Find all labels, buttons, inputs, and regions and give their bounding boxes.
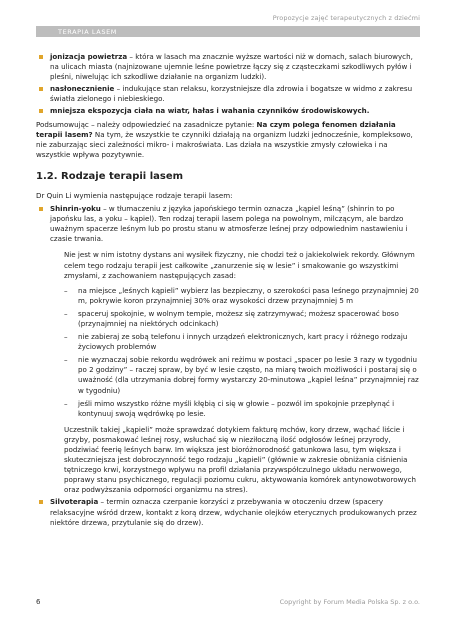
summary-question: Na czym polega fenomen działania terapii lasem? (36, 119, 396, 139)
shinrin-yoku-definition (50, 204, 420, 244)
rule-item: – nie wyznaczaj sobie rekordu wędrówek ani reżimu w postaci „spacer po lesie 3 razy w tygodniu po 2 godziny” – raczej spraw, by być w lesie często, na miarę twoich możliwości i postaraj się o uważność (dla utrzymania dobrej formy wystarczy 20-minutowa „kąpiel leśna” przynajmniej raz w tygodniu) (64, 355, 420, 395)
rule-item: – nie zabieraj ze sobą telefonu i innych urządzeń elektronicznych, kart pracy i różnego rodzaju życiowych problemów (64, 332, 420, 352)
rule-item: – na miejsce „leśnych kąpieli” wybierz las bezpieczny, o szerokości pasa leśnego przynajmniej 20 m, pokrywie koron przynajmniej 30% oraz wysokości drzew przynajmniej 5 m (64, 286, 420, 306)
list-item (36, 106, 420, 116)
shinrin-yoku-benefits: Uczestnik takiej „kąpieli” może sprawdzać dotykiem fakturę mchów, kory drzew, wąchać liście i grzyby, posmakować leśnej rosy, wsłuchać się w nieziłoczną ilość odgłosów leśnej przyrody, podziwiać feerię leśnych barw. Im większa jest bioróżnorodność gatunkowa lasu, tym większa i skuteczniejsza jest dobroczynność tego rodzaju „kąpieli” (głównie w zakresie obniżania ciśnienia tętniczego krwi, korzystnego wpływu na profil działania przywspółczulnego układu nerwowego, poprawy stanu psychicznego, regulacji poziomu cukru, aktywowania komórek antynowotworowych oraz podwyższania odporności organizmu na stres). (64, 424, 416, 495)
list-item-term: nasłonecznienie (50, 84, 115, 94)
page-number: 6 (36, 598, 41, 606)
shinrin-yoku-paragraph: Nie jest w nim istotny dystans ani wysiłek fizyczny, nie chodzi też o jakiekolwiek rekordy. Głównym celem tego rodzaju terapii jest całkowite „zanurzenie się w lesie” i smakowanie go wszystkimi zmysłami, z zachowaniem następujących zasad: (64, 250, 415, 280)
list-item-text: – w tłumaczeniu z języka japońskiego termin oznacza „kąpiel leśną” (shinrin to po japońsku las, a yoku – kąpiel). Ten rodzaj terapii lasem polega na powolnym, milczącym, ale bardzo uważnym spacerze leśnym lub po prostu stanu w atmosferze leśnej przy odpowiednim nastawieniu i czasie trwania. (50, 204, 408, 244)
list-item-term: Shinrin-yoku (50, 204, 101, 214)
list-item-text: – indukujące stan relaksu, korzystniejsze dla zdrowia i bogatsze w widmo z zakresu światła zielonego i niebieskiego. (50, 84, 413, 104)
summary-paragraph (36, 120, 420, 160)
factors-list (36, 52, 420, 117)
section-heading: 1.2. Rodzaje terapii lasem (36, 170, 184, 182)
list-item-term: Silvoterapia (50, 497, 99, 507)
running-header-title: Propozycje zajęć terapeutycznych z dziećmi (272, 14, 420, 22)
rules-list (64, 286, 420, 419)
list-item (36, 84, 420, 104)
list-item-text: – która w lasach ma znacznie wyższe wartości niż w domach, salach biurowych, na ulicach miasta (najnizowane ujemnie leśne powietrze łączy się z cząsteczkami szkodliwych pyłów i pleśni, niwelując ich szkodliwe działanie na organizm ludzki). (50, 52, 413, 82)
summary-lead: Podsumowując – należy odpowiedzieć na zasadnicze pytanie: (36, 119, 257, 129)
list-item-term: mniejsza ekspozycja ciała na wiatr, hałas i wahania czynników środowiskowych. (50, 106, 370, 116)
list-item-term: jonizacja powietrza (50, 52, 128, 61)
summary-answer: Na tym, że wszystkie te czynniki działają na organizm ludzki jednocześnie, kompleksowo, nie zaburzając sieci zależności mikro- i makroświata. Las działa na wszystkie zmysły człowieka i na wszystkie wpływa pozytywnie. (36, 129, 413, 159)
list-item-text: – termin oznacza czerpanie korzyści z przebywania w otoczeniu drzew (spacery relaksacyjne wśród drzew, kontakt z korą drzew, wdychanie olejków eterycznych produkowanych przez niektóre drzewa, przytulanie się do drzew). (50, 497, 417, 527)
list-item (36, 52, 420, 82)
page-body (36, 52, 420, 530)
list-item-silvoterapia (36, 497, 420, 527)
rule-item: – jeśli mimo wszystko różne myśli kłębią ci się w głowie – pozwól im spokojnie przepłynąć i kontynuuj swoją wędrówkę po lesie. (64, 399, 420, 419)
therapy-types-list (36, 204, 420, 528)
list-item-shinrin-yoku (36, 204, 420, 495)
section-intro: Dr Quin Li wymienia następujące rodzaje terapii lasem: (36, 190, 233, 200)
footer-copyright: Copyright by Forum Media Polska Sp. z o.o. (279, 598, 420, 606)
chapter-label-bar (36, 26, 420, 37)
chapter-label: TERAPIA LASEM (58, 27, 117, 36)
rule-item: – spaceruj spokojnie, w wolnym tempie, możesz się zatrzymywać; możesz spacerować boso (przynajmniej na niektórych odcinkach) (64, 309, 420, 329)
